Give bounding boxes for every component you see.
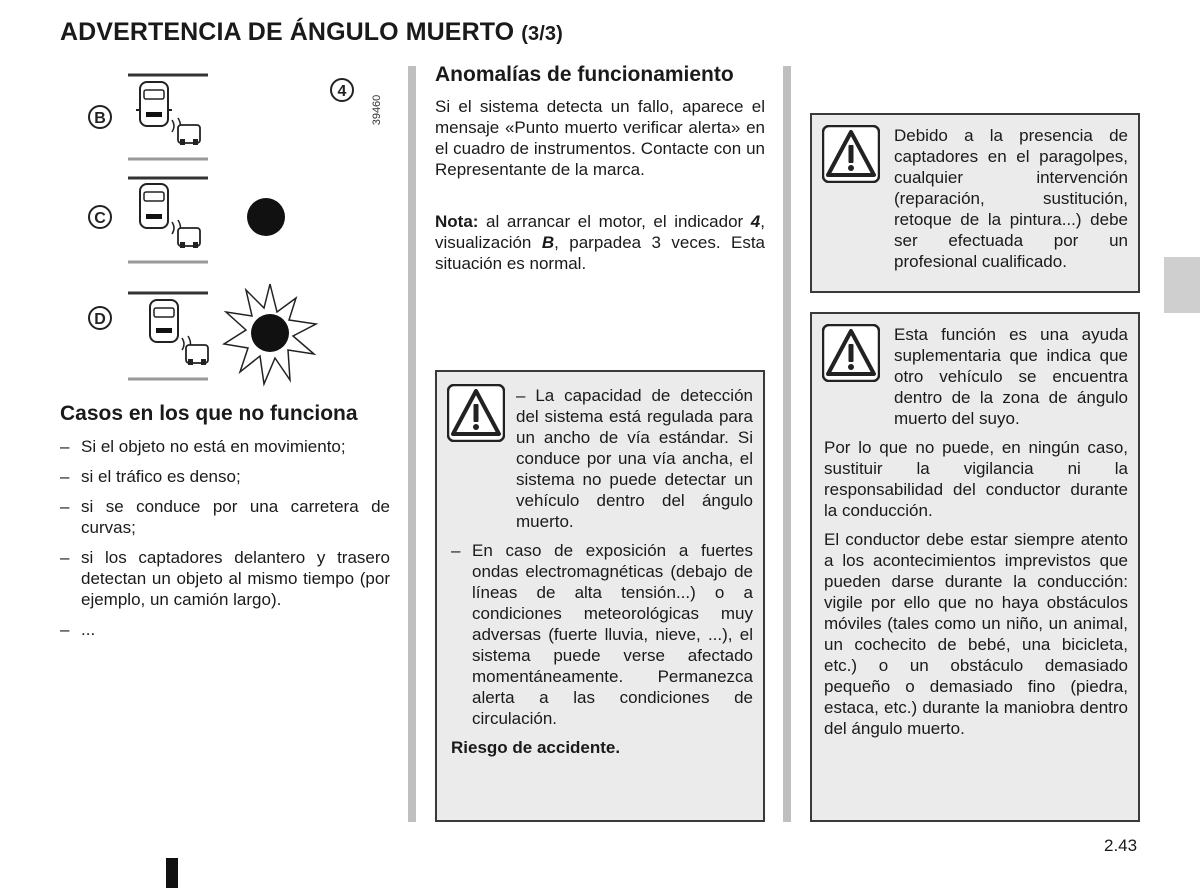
warning-item-2: – En caso de exposición a fuertes ondas electromagnéticas (debajo de líneas de alta tensión...) o a condiciones meteorológicas muy adversas (fuerte lluvia, nieve, ...), el sistema puede verse afectado momentáneamente. Permanezca alerta a las condiciones de circulación. — [451, 541, 753, 728]
note-paragraph: Nota: al arrancar el motor, el indicador 4, visualización B, parpadea 3 veces. Esta situación es normal. — [435, 212, 766, 273]
column-divider-left — [408, 66, 416, 822]
page-edge-marker — [166, 858, 178, 888]
anomalies-paragraph: Si el sistema detecta un fallo, aparece el mensaje «Punto muerto verificar alerta» en el cuadro de instrumentos. Contacte con un Representante de la marca. — [435, 97, 765, 179]
attention-paragraph: El conductor debe estar siempre atento a los acontecimientos imprevistos que pueden darse durante la conducción: vigile por ello que no haya obstáculos móviles (tales como un niño, un animal, un cochecito de bebé, una bicicleta, etc.) o un obstáculo demasiado pequeño o demasiado fino (piedra, estaca, etc.) durante la maniobra dentro del ángulo muerto. — [824, 530, 1128, 738]
list-item: – ... — [60, 620, 96, 639]
cases-heading: Casos en los que no funciona — [60, 402, 358, 425]
panel-b — [89, 75, 208, 159]
page-title-part: (3/3) — [521, 23, 563, 45]
page-title — [60, 18, 563, 47]
panel-c — [89, 178, 285, 262]
responsibility-paragraph: Por lo que no puede, en ningún caso, sustituir la vigilancia ni la responsabilidad del conductor durante la conducción. — [824, 438, 1128, 520]
page-number: 2.43 — [1104, 836, 1138, 855]
label-d: D — [94, 311, 106, 328]
indicator-steady — [247, 198, 285, 236]
label-b: B — [94, 110, 106, 127]
list-item: – si se conduce por una carretera de curvas; — [60, 497, 390, 537]
blind-spot-illustration — [80, 62, 390, 392]
chapter-tab — [1164, 257, 1200, 313]
list-item: – Si el objeto no está en movimiento; — [60, 437, 346, 456]
warning-box-driver-attention — [810, 312, 1140, 822]
list-item: – si el tráfico es denso; — [60, 467, 241, 486]
page-title-main: ADVERTENCIA DE ÁNGULO MUERTO — [60, 18, 515, 46]
anomalies-heading: Anomalías de funcionamiento — [435, 63, 734, 86]
list-item: – si los captadores delantero y trasero detectan un objeto al mismo tiempo (por ejemplo, un camión largo). — [60, 548, 390, 609]
column-divider-right — [783, 66, 791, 822]
figure-code: 39460 — [371, 94, 383, 126]
driver-aid-paragraph: Esta función es una ayuda suplementaria que indica que otro vehículo se encuentra dentro de la zona de ángulo muerto del suyo. — [894, 325, 1128, 428]
warning-item-1: – La capacidad de detección del sistema está regulada para un ancho de vía estándar. Si conduce por una vía ancha, el sistema no puede detectar un vehículo dentro del ángulo muerto. — [516, 386, 753, 531]
cases-list — [60, 436, 390, 649]
label-c: C — [94, 210, 106, 227]
warning-box-bumper — [810, 113, 1140, 293]
indicator-flashing — [251, 314, 289, 352]
accident-risk: Riesgo de accidente. — [451, 738, 621, 757]
warning-bumper-text: Debido a la presencia de captadores en el paragolpes, cualquier intervención (reparación, sustitución, retoque de la pintura...) debe ser efectuada por un profesional cualificado. — [894, 126, 1128, 271]
panel-d — [89, 284, 316, 384]
warning-box-detection — [435, 370, 765, 822]
callout-4: 4 — [337, 83, 347, 100]
